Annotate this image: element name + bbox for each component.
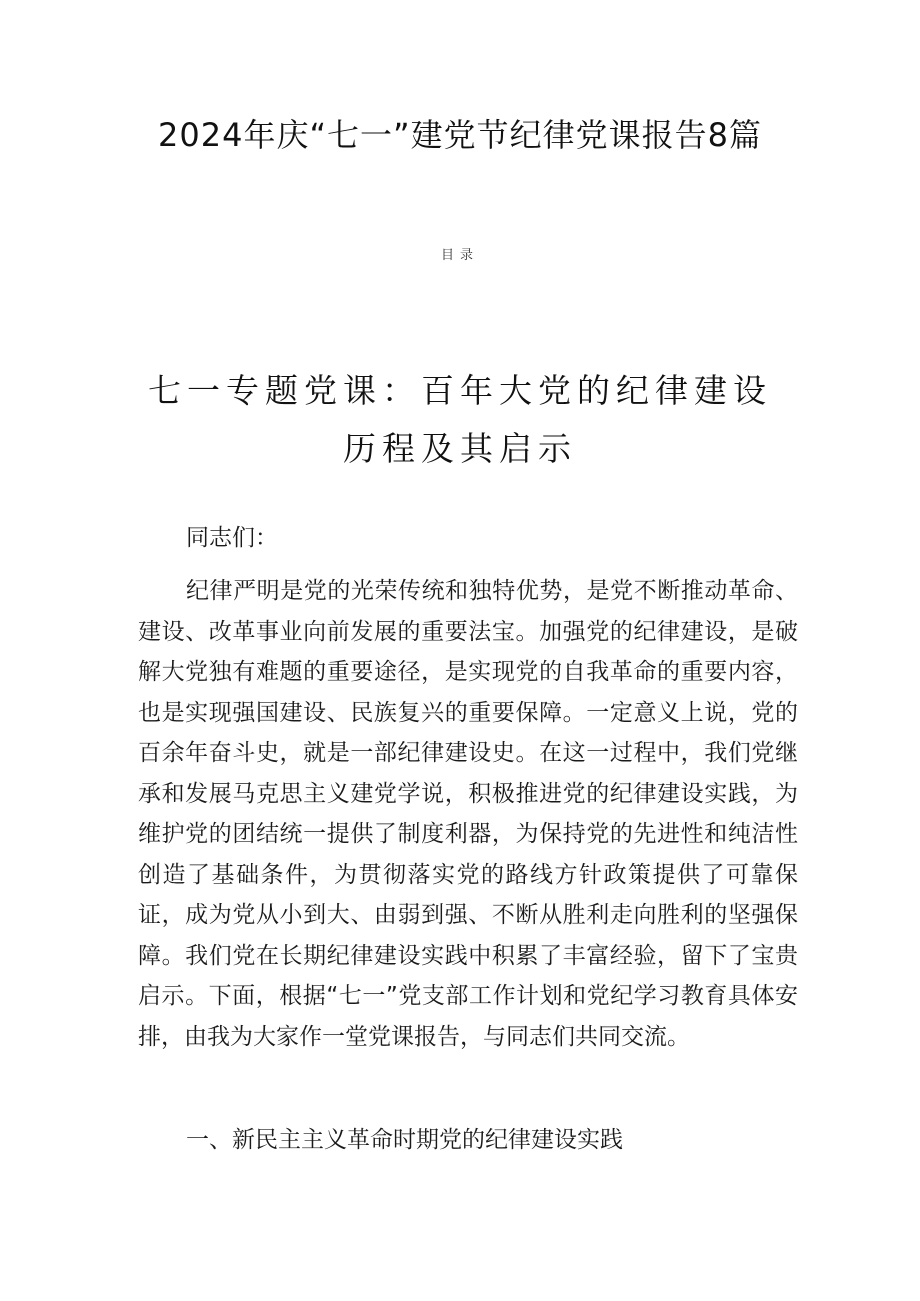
document-title: 2024年庆“七一”建党节纪律党课报告8篇 <box>158 116 762 154</box>
section-heading: 一、新民主主义革命时期党的纪律建设实践 <box>186 1127 623 1153</box>
body-paragraph: 纪律严明是党的光荣传统和独特优势，是党不断推动革命、建设、改革事业向前发展的重要法宝。加强党的纪律建设，是破解大党独有难题的重要途径，是实现党的自我革命的重要内容，也是实现强国建设、民族复兴的重要保障。一定意义上说，党的百余年奋斗史，就是一部纪律建设史。在这一过程中，我们党继承和发展马克思主义建党学说，积极推进党的纪律建设实践，为维护党的团结统一提供了制度利器，为保持党的先进性和纯洁性创造了基础条件，为贯彻落实党的路线方针政策提供了可靠保证，成为党从小到大、由弱到强、不断从胜利走向胜利的坚强保障。我们党在长期纪律建设实践中积累了丰富经验，留下了宝贵启示。下面，根据“七一”党支部工作计划和党纪学习教育具体安排，由我为大家作一堂党课报告，与同志们共同交流。 <box>138 578 798 1050</box>
section-title: 七一专题党课：百年大党的纪律建设历程及其启示 <box>148 371 772 468</box>
table-of-contents-label: 目录 <box>440 248 479 263</box>
salutation: 同志们： <box>186 525 278 551</box>
